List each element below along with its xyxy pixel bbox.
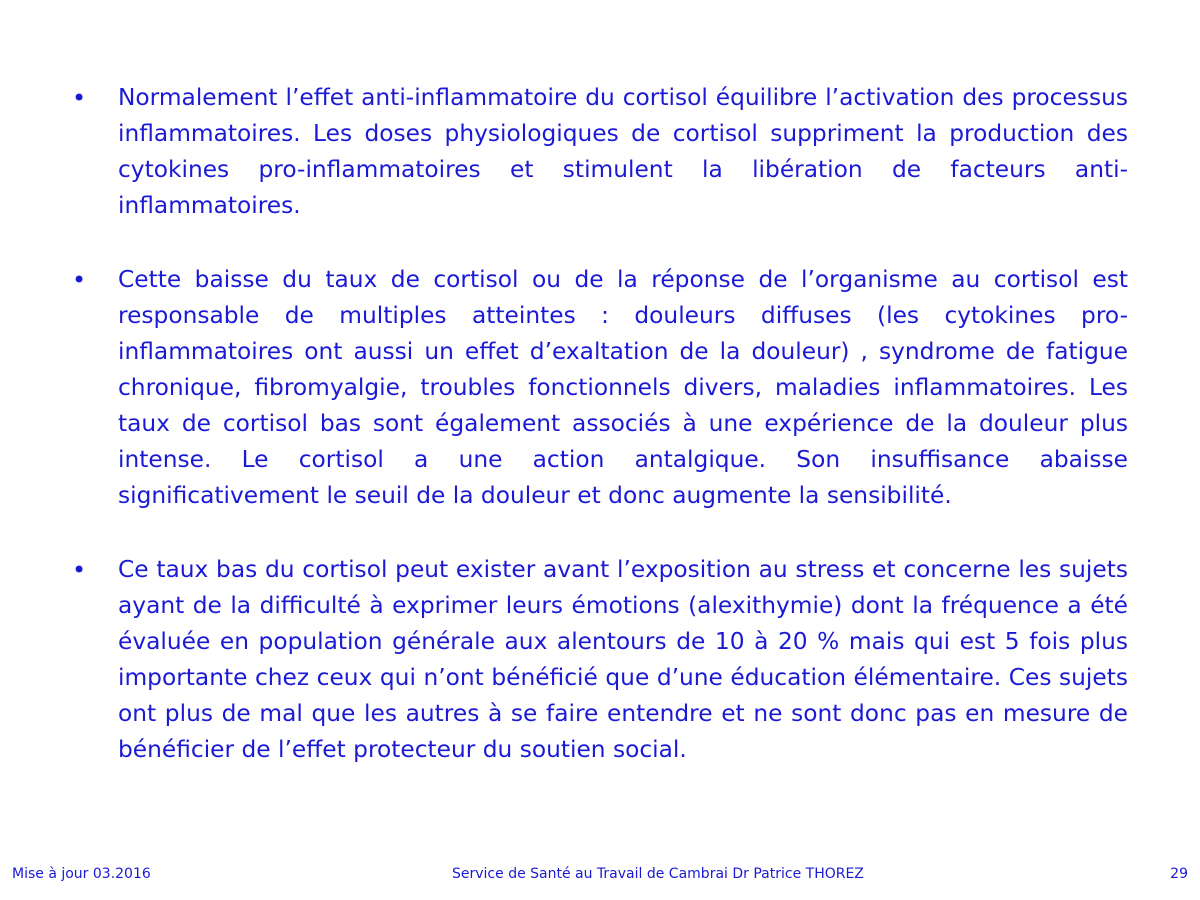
bullet-text: Cette baisse du taux de cortisol ou de la réponse de l’organisme au cortisol est responsable de multiples atteintes : douleurs diffuses (les cytokines pro-inflammatoires ont aussi un effet d’exaltation de la douleur) , syndrome de fatigue chronique, fibromyalgie, troubles fonctionnels divers, maladies inflammatoires. Les taux de cortisol bas sont également associés à une expérience de la douleur plus intense. Le cortisol a une action antalgique. Son insuffisance abaisse significativement le seuil de la douleur et donc augmente la sensibilité. xyxy=(118,266,1128,509)
bullet-icon: • xyxy=(72,556,87,584)
bullet-item xyxy=(72,552,1128,768)
bullet-item xyxy=(72,80,1128,224)
bullet-text: Normalement l’effet anti-inflammatoire du cortisol équilibre l’activation des processus inflammatoires. Les doses physiologiques de cortisol suppriment la production des cytokines pro-inflammatoires et stimulent la libération de facteurs anti-inflammatoires. xyxy=(118,84,1128,219)
page-number: 29 xyxy=(1170,866,1188,882)
bullet-text: Ce taux bas du cortisol peut exister avant l’exposition au stress et concerne les sujets ayant de la difficulté à exprimer leurs émotions (alexithymie) dont la fréquence a été évaluée en population générale aux alentours de 10 à 20 % mais qui est 5 fois plus importante chez ceux qui n’ont bénéficié que d’une éducation élémentaire. Ces sujets ont plus de mal que les autres à se faire entendre et ne sont donc pas en mesure de bénéficier de l’effet protecteur du soutien social. xyxy=(118,556,1128,763)
update-date: Mise à jour 03.2016 xyxy=(12,866,151,882)
slide-content xyxy=(72,80,1128,806)
bullet-item xyxy=(72,262,1128,514)
footer-credit: Service de Santé au Travail de Cambrai Dr Patrice THOREZ xyxy=(452,866,864,882)
bullet-icon: • xyxy=(72,84,87,112)
bullet-icon: • xyxy=(72,266,87,294)
slide-footer xyxy=(0,866,1200,890)
